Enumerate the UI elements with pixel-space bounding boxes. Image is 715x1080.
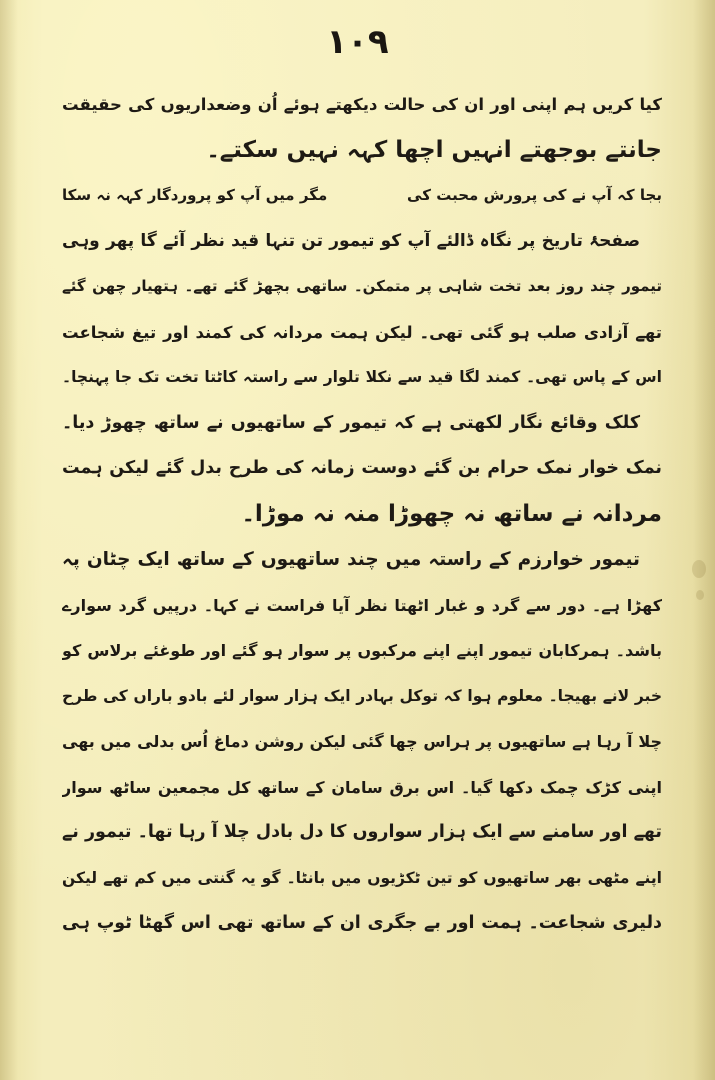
text-line: کیا کریں ہم اپنی اور ان کی حالت دیکھتے ہوئے اُن وضعداریوں کی حقیقت <box>62 95 662 114</box>
text-line: جانتے بوجھتے انہیں اچھا کہہ نہیں سکتے۔ <box>206 136 662 163</box>
text-line: صفحۂ تاریخ پر نگاہ ڈالئے آپ کو تیمور تن تنہا قید نظر آئے گا پھر وہی <box>62 230 640 251</box>
text-line: اپنی کڑک چمک دکھا گیا۔ اس برق سامان کے ساتھ کل مجمعین ساٹھ سوار <box>62 777 662 797</box>
body-text <box>62 82 662 947</box>
page-number: ۱۰۹ <box>326 22 389 62</box>
text-line: اپنے مٹھی بھر ساتھیوں کو تین ٹکڑیوں میں بانٹا۔ گو یہ گنتی میں کم تھے لیکن <box>62 868 662 887</box>
text-line: نمک خوار نمک حرام بن گئے دوست زمانہ کی طرح بدل گئے لیکن ہمت <box>62 458 662 478</box>
text-line: تیمور چند روز بعد تخت شاہی پر متمکن۔ ساتھی بچھڑ گئے تھے۔ ہتھیار چھن گئے <box>62 277 662 295</box>
text-line: اس کے پاس تھی۔ کمند لگا قید سے نکلا تلوار سے راستہ کاٹتا تخت تک جا پہنچا۔ <box>62 368 662 386</box>
page-edge-shadow-left <box>0 0 18 1080</box>
text-line: تھے اور سامنے سے ایک ہزار سواروں کا دل بادل چلا آ رہا تھا۔ تیمور نے <box>62 822 662 842</box>
text-line: دلیری شجاعت۔ ہمت اور بے جگری ان کے ساتھ تھی اس گھٹا ٹوپ ہی <box>62 913 662 933</box>
paper-spot <box>692 560 706 578</box>
text-line: تیمور خوارزم کے راستہ میں چند ساتھیوں کے ساتھ ایک چٹان پہ <box>62 549 640 570</box>
text-line: باشد۔ ہمرکابان تیمور اپنے اپنے مرکبوں پر سوار ہو گئے اور طوغئے برلاس کو <box>62 641 662 660</box>
text-line: تھے آزادی صلب ہو گئی تھی۔ لیکن ہمت مردانہ کی کمند اور تیغ شجاعت <box>62 322 662 342</box>
verse-line: بجا کہ آپ نے کی پرورش محبت کی مگر میں آپ کو پروردگار کہہ نہ سکا <box>62 186 662 204</box>
text-line: چلا آ رہا ہے ساتھیوں پر ہراس چھا گئی لیکن روشن دماغ اُس بدلی میں بھی <box>62 732 662 751</box>
text-line: خبر لانے بھیجا۔ معلوم ہوا کہ توکل بہادر ایک ہزار سوار لئے بادو باراں کی طرح <box>62 686 662 705</box>
text-line: مردانہ نے ساتھ نہ چھوڑا منہ نہ موڑا۔ <box>241 500 662 527</box>
text-line: کھڑا ہے۔ دور سے گرد و غبار اٹھتا نظر آیا فراست نے کہا۔ درپیں گرد سوارے <box>62 595 662 615</box>
page-edge-shadow-right <box>693 0 715 1080</box>
paper-spot <box>696 590 704 600</box>
text-line: کلک وقائع نگار لکھتی ہے کہ تیمور کے ساتھیوں نے ساتھ چھوڑ دیا۔ <box>62 412 640 433</box>
